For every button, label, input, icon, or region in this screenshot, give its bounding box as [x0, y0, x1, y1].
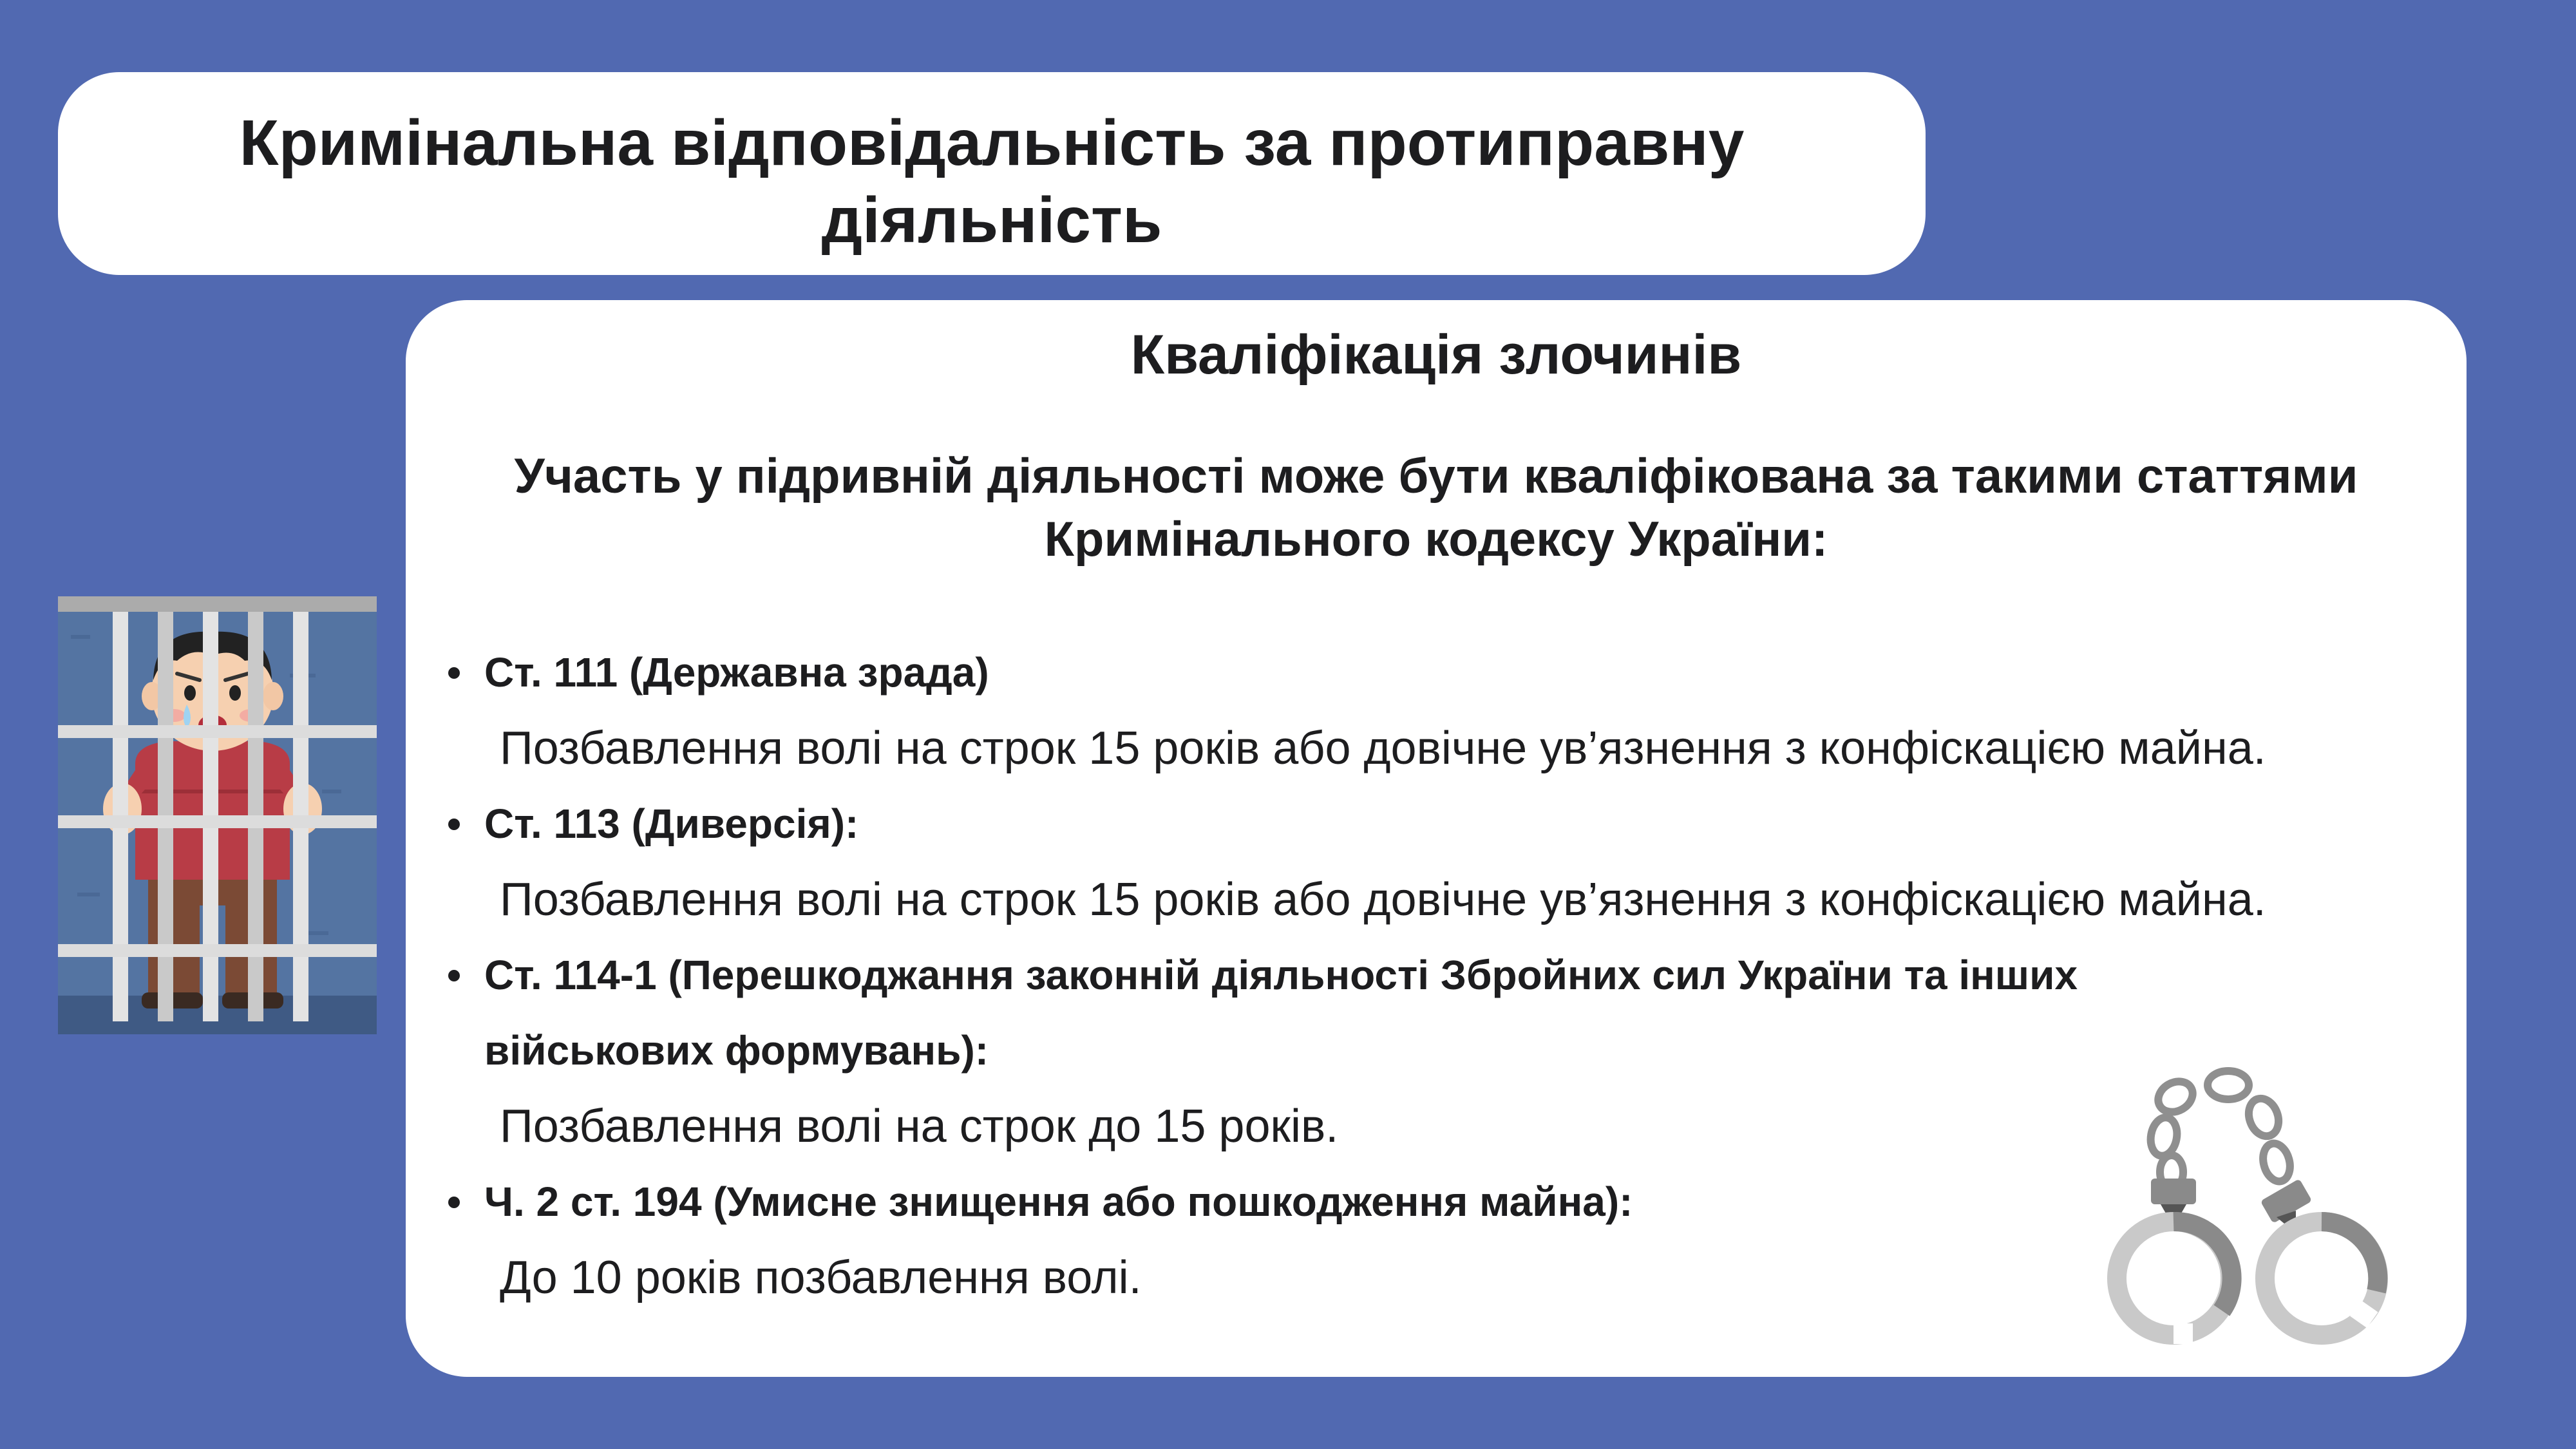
- article-heading: [406, 1164, 2384, 1240]
- bullet-icon: [448, 1197, 460, 1208]
- page-title: [58, 104, 1926, 259]
- article-heading-text: Ст. 113 (Диверсія):: [484, 800, 859, 847]
- article-heading-line-2: військових формувань):: [484, 1027, 989, 1074]
- title-banner: [58, 72, 1926, 275]
- article-description: Позбавлення волі на строк до 15 років.: [500, 1101, 1339, 1152]
- list-item: [406, 635, 2467, 786]
- intro-text: [431, 445, 2441, 571]
- list-item: [406, 786, 2467, 938]
- article-heading-text: Ч. 2 ст. 194 (Умисне знищення або пошкодження майна):: [484, 1179, 1633, 1225]
- bullet-icon: [448, 667, 460, 679]
- article-heading: [406, 938, 2384, 1088]
- bullet-icon: [448, 970, 460, 981]
- page-title-line-1: Кримінальна відповідальність за протиправну: [239, 107, 1745, 179]
- section-title: Кваліфікація злочинів: [1130, 324, 1742, 386]
- intro-line-1: Участь у підривній діяльності може бути кваліфікована за такими статтями: [514, 449, 2358, 504]
- article-heading-line-1: Ст. 114-1 (Перешкоджання законній діяльності Збройних сил України та інших: [484, 952, 2078, 998]
- article-description: Позбавлення волі на строк 15 років або довічне ув’язнення з конфіскацією майна.: [500, 723, 2266, 774]
- prisoner-behind-bars-icon: [58, 596, 377, 1034]
- article-heading: [406, 635, 2384, 710]
- page-title-line-2: діяльність: [821, 184, 1162, 256]
- article-description: Позбавлення волі на строк 15 років або довічне ув’язнення з конфіскацією майна.: [500, 874, 2266, 925]
- intro-line-2: Кримінального кодексу України:: [1044, 512, 1828, 567]
- article-heading: [406, 786, 2384, 862]
- handcuffs-icon: [2099, 1066, 2409, 1349]
- article-description: До 10 років позбавлення волі.: [500, 1252, 1142, 1303]
- bullet-icon: [448, 819, 460, 830]
- article-heading-text: Ст. 111 (Державна зрада): [484, 649, 989, 696]
